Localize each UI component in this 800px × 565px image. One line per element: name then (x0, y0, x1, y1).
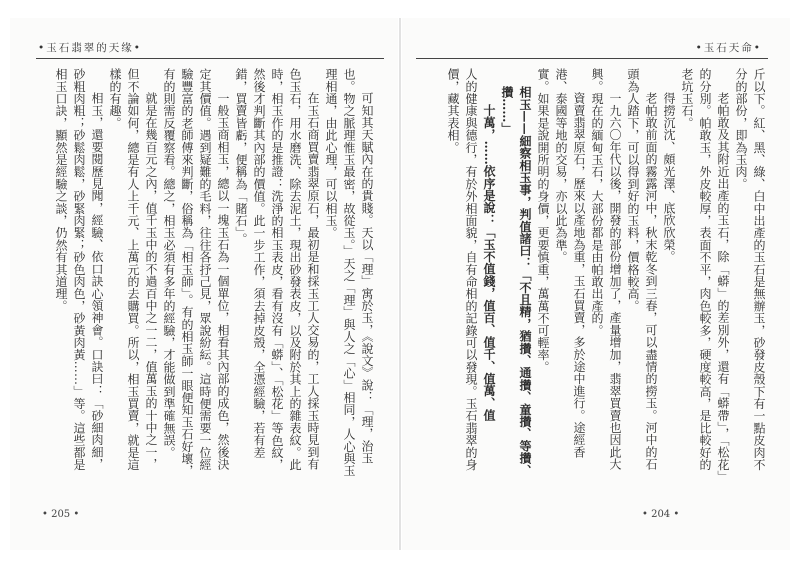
quote-line: 相玉——細察相玉事，判值諸曰：「不且精，猶攢、通攢、童攢、等攢、攢……」 (500, 86, 532, 477)
left-page (10, 18, 398, 550)
right-paragraph: 得撈沉沈、頗光澤、底欣欣榮。 (662, 92, 676, 263)
right-closing-paragraph: 人的健康與德行，有於外相面貌，自有命相的記錄可以發現。玉石翡翠的身價，藏其表相。 (446, 68, 478, 471)
left-paragraph: 在玉石商買賣翡翠原石，最初是和採玉工人交易的，工人採玉時見到有色玉石，用水磨洗、除去泥土，現出砂發表皮，以及附於其上的雜表紋。此時，相玉作的是推證：洗淨的相玉表皮，看有沒有「蟒」、「松花」等色紋，然後才判斷其內部的價值。此一步工作，須去掉皮殼，全憑經驗，若有差錯，買賣皆虧，便稱為「賭石」。 (234, 68, 320, 471)
right-paragraph: 實。如果是說開所明的身價，更要慎重，萬萬不可輕率。 (536, 68, 550, 373)
right-paragraph: 老帕敢前面的霧露河中，秋末乾冬到三春，可以盡情的撈玉。河中的石頭為人踏下，可以得到好的玉料，價格較高。 (626, 68, 658, 471)
right-page (402, 18, 790, 550)
left-paragraph: 相玉，還要閱歷見聞，經驗、依口訣心領神會。口訣曰：「砂細肉細，砂粗肉粗；砂鬆肉鬆，砂緊肉緊；砂色肉色，砂黃肉黃……」等。這些都是相玉口訣，顯然是經驗之談，仍然有其道理。 (54, 68, 104, 471)
left-paragraph: 可知其天賦內在的貴賤。天以「理」寓於玉，《說文》說：「理，治玉也。物之脈理惟玉最密，故從玉。」天之「理」與人之「心」相同，人心與玉理相通，由此心理，可以相玉。 (324, 68, 374, 477)
right-paragraph: 一九六〇年代以後，開發的部份增加了，產量增加，翡翠買賣也因此大興。現在的緬甸玉石，大部份都是由帕敢出產的。 (590, 68, 622, 471)
left-body-text (34, 68, 376, 480)
left-header-rule (36, 58, 384, 59)
right-page-number: • 204 • (642, 509, 680, 520)
right-body-text (422, 68, 768, 480)
right-header-rule (416, 58, 768, 59)
left-page-number: • 205 • (42, 509, 80, 520)
right-running-header: •玉石天命• (695, 42, 762, 54)
left-paragraph: 一般玉商相玉，總以一塊玉石為一個單位，相看其內部的成色，然後決定其價值。遇到疑難的毛料，往往各抒己見，眾說紛紜。這時便需要一位經驗豐富的老師傅來判斷，俗稱為「相玉師」。有的相玉師一眼便知玉石好壞，有的則需反覆察看。總之，相玉必須有多年的經驗，才能做到準確無誤。 (162, 68, 230, 477)
right-paragraph: 資賣翡翠原石，歷來以產地為重，玉石買賣，多於途中進行。途經香港、泰國等地的交易，亦以此為準。 (554, 68, 586, 458)
right-paragraph: 斤以下。紅、黑、綠、白中出產的玉石是無辦玉，砂發皮殼下有一點皮肉不分的部份，即為玉肉。 (734, 68, 766, 471)
left-paragraph: 就是在幾百元之內，值千玉中的不過百中之一二，值萬玉的十中之一，但不論如何，總是有人上千元、上萬元的去購買。所以，相玉買賣，就是這樣的有趣。 (108, 68, 158, 471)
book-spine (399, 18, 401, 550)
left-running-header: •玉石翡翠的天缘• (38, 42, 142, 54)
quote-line: 十萬，……依序是說：「玉不值錢，值百、值千、值萬、值 (482, 104, 496, 422)
right-paragraph: 老帕敢及其附近出產的玉石，除「蟒」的差別外，還有「蟒帶」，「松花」的分別。帕敢玉，外皮較厚，表面不平，肉色較多，硬度較高，是比較好的老坑玉石。 (680, 68, 730, 477)
